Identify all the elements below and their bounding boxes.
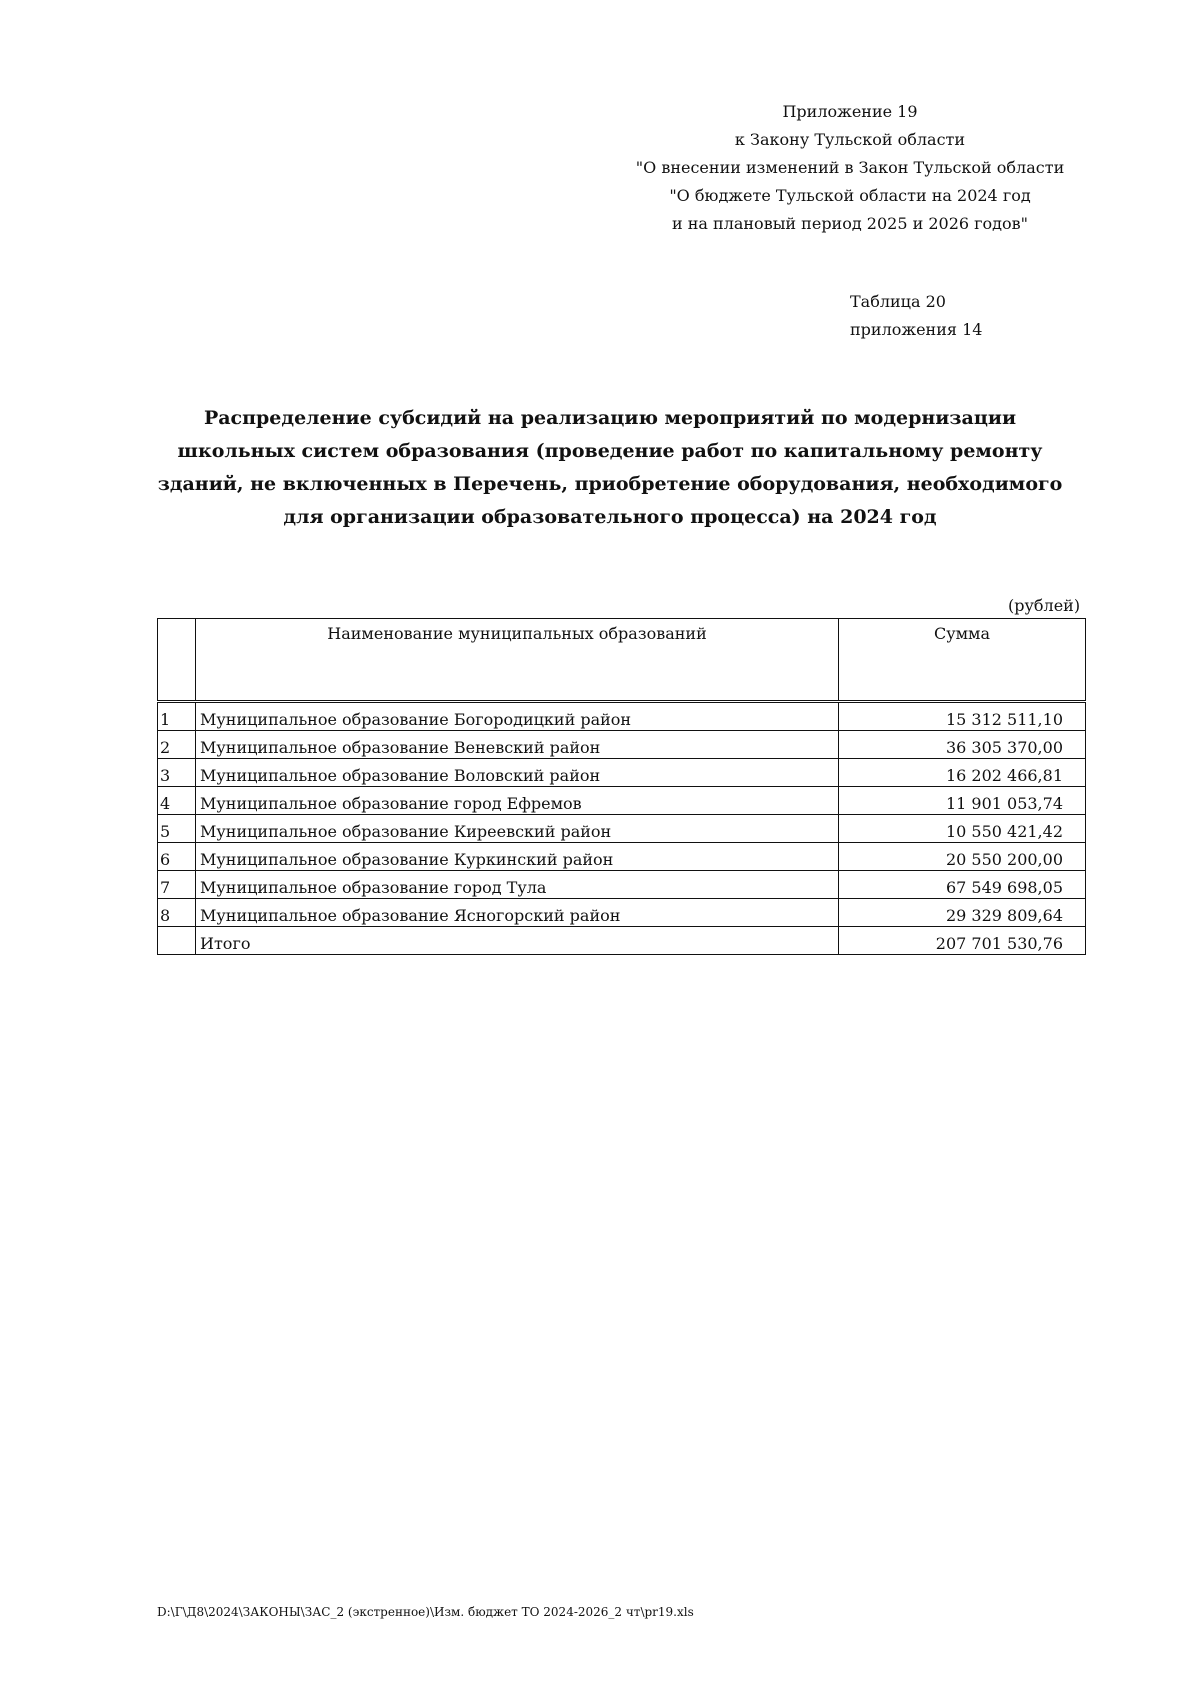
table-row <box>158 787 1086 815</box>
row-name: Муниципальное образование Веневский район <box>196 731 839 759</box>
row-number: 5 <box>158 815 196 843</box>
total-number <box>158 927 196 955</box>
document-title: Распределение субсидий на реализацию мероприятий по модернизации школьных систем образования (проведение работ по капитальному ремонту зданий, не включенных в Перечень, приобретение оборудования, необходимого для организации образовательного процесса) на 2024 год <box>157 407 1063 528</box>
row-number: 3 <box>158 759 196 787</box>
units-label: (рублей) <box>1008 596 1081 615</box>
appendix-line-3: "О внесении изменений в Закон Тульской области <box>635 158 1065 177</box>
file-path-footer: D:\Г\Д8\2024\ЗАКОНЫ\ЗАС_2 (экстренное)\Изм. бюджет ТО 2024-2026_2 чт\pr19.xls <box>157 1605 694 1619</box>
appendix-line-2: к Закону Тульской области <box>734 130 966 149</box>
table-row <box>158 815 1086 843</box>
table-row <box>158 899 1086 927</box>
table-ref-line-1: Таблица 20 <box>850 292 946 311</box>
table-header-row <box>158 619 1086 702</box>
row-name: Муниципальное образование Ясногорский район <box>196 899 839 927</box>
row-amount: 11 901 053,74 <box>839 787 1086 815</box>
total-row <box>158 927 1086 955</box>
row-amount: 67 549 698,05 <box>839 871 1086 899</box>
row-name: Муниципальное образование город Ефремов <box>196 787 839 815</box>
row-amount: 16 202 466,81 <box>839 759 1086 787</box>
row-number: 4 <box>158 787 196 815</box>
appendix-line-1: Приложение 19 <box>782 102 918 121</box>
row-name: Муниципальное образование Киреевский район <box>196 815 839 843</box>
header-amount: Сумма <box>839 619 1086 702</box>
row-amount: 15 312 511,10 <box>839 702 1086 731</box>
table-reference <box>850 288 982 344</box>
row-name: Муниципальное образование город Тула <box>196 871 839 899</box>
total-amount: 207 701 530,76 <box>839 927 1086 955</box>
row-name: Муниципальное образование Богородицкий район <box>196 702 839 731</box>
appendix-header <box>600 98 1100 238</box>
header-number <box>158 619 196 702</box>
row-amount: 29 329 809,64 <box>839 899 1086 927</box>
table-ref-line-2: приложения 14 <box>850 320 983 339</box>
table-row <box>158 843 1086 871</box>
total-label: Итого <box>196 927 839 955</box>
row-amount: 20 550 200,00 <box>839 843 1086 871</box>
row-number: 7 <box>158 871 196 899</box>
table-row <box>158 731 1086 759</box>
row-number: 6 <box>158 843 196 871</box>
table-row <box>158 702 1086 731</box>
table-row <box>158 871 1086 899</box>
row-amount: 10 550 421,42 <box>839 815 1086 843</box>
header-name: Наименование муниципальных образований <box>196 619 839 702</box>
row-number: 2 <box>158 731 196 759</box>
appendix-line-5: и на плановый период 2025 и 2026 годов" <box>671 214 1029 233</box>
row-name: Муниципальное образование Куркинский район <box>196 843 839 871</box>
row-amount: 36 305 370,00 <box>839 731 1086 759</box>
row-name: Муниципальное образование Воловский район <box>196 759 839 787</box>
subsidy-table <box>157 618 1086 955</box>
appendix-line-4: "О бюджете Тульской области на 2024 год <box>669 186 1031 205</box>
row-number: 1 <box>158 702 196 731</box>
table-row <box>158 759 1086 787</box>
row-number: 8 <box>158 899 196 927</box>
